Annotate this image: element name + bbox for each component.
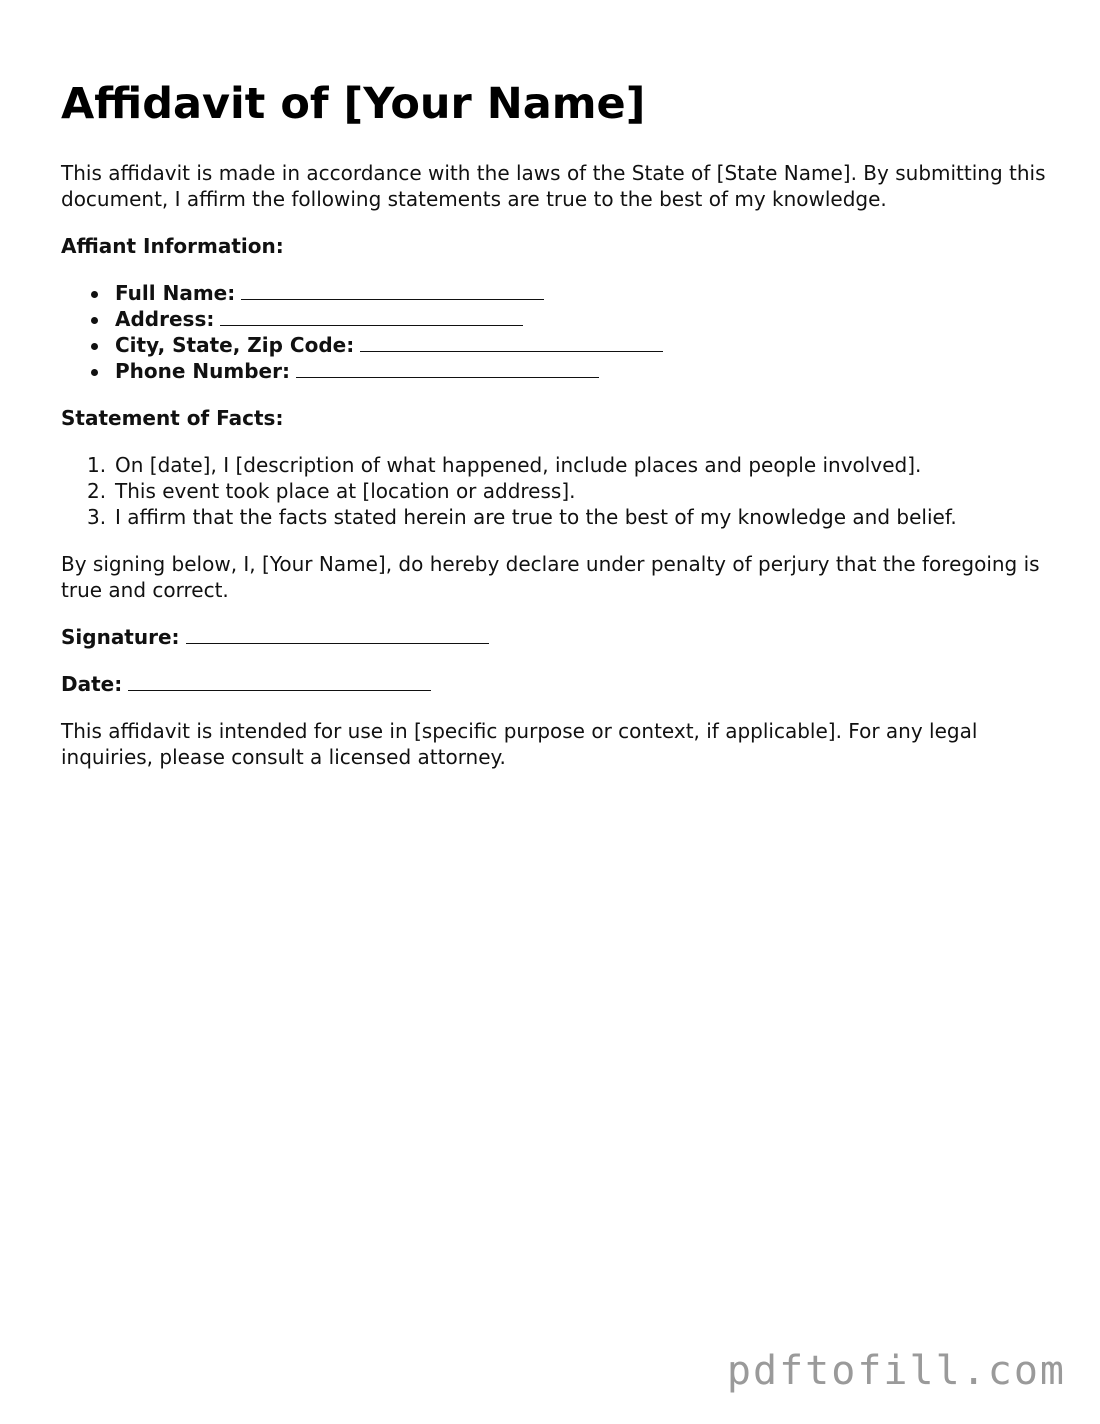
fact-text: On [date], I [description of what happened, include places and people involved]. [115, 453, 922, 477]
intro-paragraph: This affidavit is made in accordance with the laws of the State of [State Name]. By submitting this document, I affirm the following statements are true to the best of my knowledge. [61, 161, 1046, 211]
full-name-label: Full Name: [115, 281, 236, 305]
fact-number: 3. [87, 505, 107, 529]
phone-number-label: Phone Number: [115, 359, 290, 383]
facts-heading: Statement of Facts: [61, 406, 284, 430]
closing-paragraph: This affidavit is intended for use in [specific purpose or context, if applicable]. For any legal inquiries, please consult a licensed attorney. [61, 719, 978, 769]
city-state-zip-label: City, State, Zip Code: [115, 333, 355, 357]
fact-number: 2. [87, 479, 107, 503]
declaration-paragraph: By signing below, I, [Your Name], do hereby declare under penalty of perjury that the foregoing is true and correct. [61, 552, 1040, 602]
list-item [61, 452, 1051, 478]
signature-row [61, 624, 1051, 650]
facts-list [61, 452, 1051, 530]
city-state-zip-field[interactable] [360, 332, 663, 352]
list-item [61, 358, 1051, 384]
list-item [61, 478, 1051, 504]
fact-text: This event took place at [location or address]. [115, 479, 576, 503]
signature-field[interactable] [186, 624, 489, 644]
date-field[interactable] [128, 671, 431, 691]
list-item [61, 332, 1051, 358]
date-row [61, 671, 1051, 697]
list-item [61, 280, 1051, 306]
date-label: Date: [61, 672, 123, 696]
full-name-field[interactable] [241, 280, 544, 300]
affiant-heading: Affiant Information: [61, 234, 284, 258]
watermark: pdftofill.com [726, 1348, 1066, 1394]
phone-number-field[interactable] [296, 358, 599, 378]
document-title: Affidavit of [Your Name] [61, 79, 646, 129]
fact-number: 1. [87, 453, 107, 477]
fact-text: I affirm that the facts stated herein are true to the best of my knowledge and belief. [115, 505, 957, 529]
list-item [61, 306, 1051, 332]
affiant-fields-list [61, 280, 1051, 384]
list-item [61, 504, 1051, 530]
signature-label: Signature: [61, 625, 180, 649]
affidavit-document [61, 78, 1051, 791]
address-field[interactable] [220, 306, 523, 326]
address-label: Address: [115, 307, 215, 331]
